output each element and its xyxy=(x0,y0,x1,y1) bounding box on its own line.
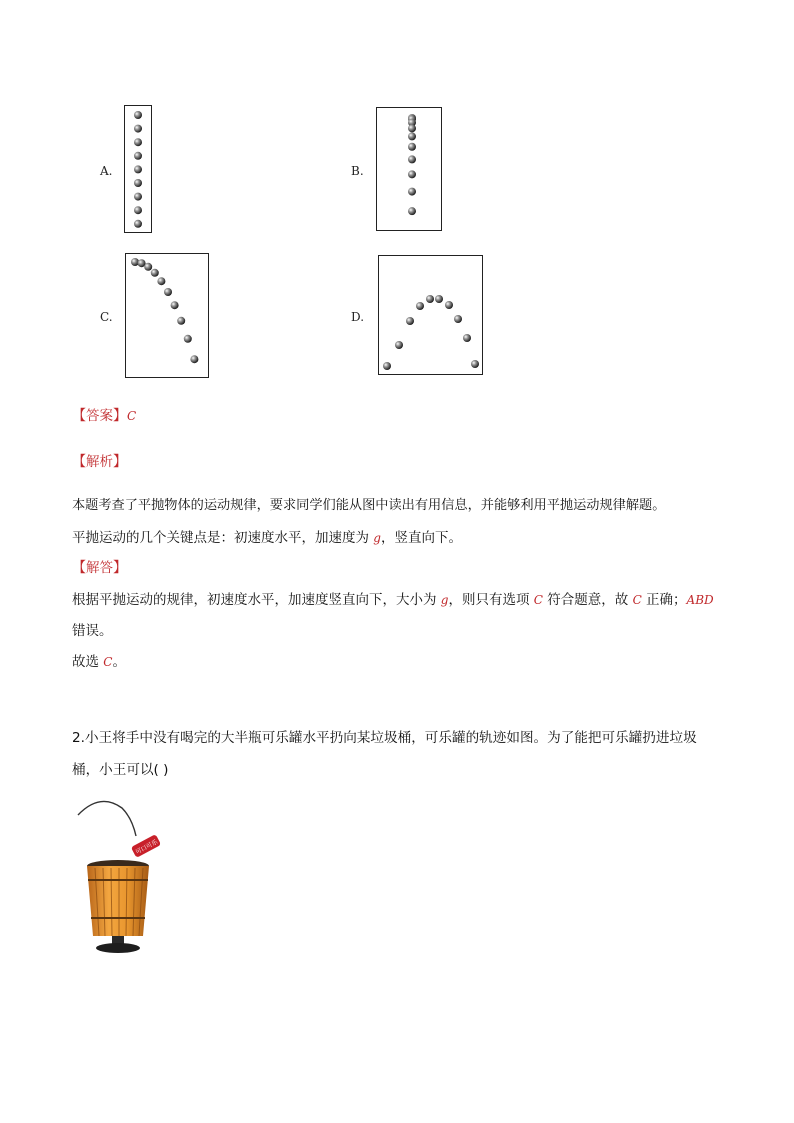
option-b-ball xyxy=(408,155,416,163)
option-d-ball xyxy=(454,315,462,323)
analysis-line-2-text-b: ，竖直向下。 xyxy=(380,530,462,546)
option-c-ball xyxy=(151,269,159,277)
analysis-g-symbol: g xyxy=(373,531,381,545)
question-2-line-1: 2.小王将手中没有喝完的大半瓶可乐罐水平扔向某垃圾桶，可乐罐的轨迹如图。为了能把可乐罐扔进垃圾 xyxy=(72,730,697,746)
solution-line-1 xyxy=(72,590,714,610)
option-b-label: B. xyxy=(351,164,364,178)
option-d-ball xyxy=(463,334,471,342)
option-c-ball xyxy=(190,355,198,363)
can-label: 可口可乐 xyxy=(134,838,159,857)
analysis-bracket-close: 】 xyxy=(113,454,127,470)
solution-options-abd: ABD xyxy=(686,593,714,607)
option-a-ball xyxy=(134,152,142,160)
option-b-ball xyxy=(408,170,416,178)
option-d-ball xyxy=(426,295,434,303)
option-c-figure xyxy=(125,253,209,378)
solution-option-c: C xyxy=(533,593,543,607)
solution-text-d: 符合题意，故 xyxy=(542,592,633,608)
option-a-ball xyxy=(134,206,142,214)
option-c-ball xyxy=(171,301,179,309)
option-a-ball xyxy=(134,179,142,187)
solution-heading-line xyxy=(72,558,127,578)
option-a-balls xyxy=(125,106,153,234)
analysis-heading-line xyxy=(72,452,127,472)
analysis-line-2 xyxy=(72,528,462,548)
option-b-ball xyxy=(408,143,416,151)
solution-text-a: 根据平抛运动的规律，初速度水平，加速度竖直向下，大小为 xyxy=(72,592,441,608)
option-a-ball xyxy=(134,111,142,119)
option-b-ball xyxy=(408,124,416,132)
option-d-ball xyxy=(471,360,479,368)
solution-bracket-open: 【 xyxy=(72,560,86,576)
option-c-ball xyxy=(184,335,192,343)
solution-line-3 xyxy=(72,652,126,672)
option-b-ball xyxy=(408,188,416,196)
solution-text-b: ，则只有选项 xyxy=(448,592,534,608)
bin-base xyxy=(96,943,140,953)
solution-heading: 解答 xyxy=(86,560,113,576)
option-a-ball xyxy=(134,125,142,133)
option-a-ball xyxy=(134,165,142,173)
option-d-balls xyxy=(379,256,484,376)
option-b-ball xyxy=(408,207,416,215)
answer-bracket-close: 】 xyxy=(113,408,127,424)
option-a-label: A. xyxy=(100,164,113,178)
option-a-ball xyxy=(134,193,142,201)
option-a-ball xyxy=(134,220,142,228)
option-b-figure xyxy=(376,107,442,231)
question-2-line-2: 桶，小王可以( ) xyxy=(72,762,169,778)
solution-line-3-b: 。 xyxy=(112,654,126,670)
solution-line-3-a: 故选 xyxy=(72,654,104,670)
trash-bin-illustration xyxy=(70,800,180,960)
option-d-ball xyxy=(445,301,453,309)
solution-g-symbol: g xyxy=(440,593,449,607)
answer-line xyxy=(72,406,136,426)
solution-text-f: 正确； xyxy=(641,592,687,608)
option-d-ball xyxy=(383,362,391,370)
option-d-ball xyxy=(416,302,424,310)
option-a-figure xyxy=(124,105,152,233)
option-b-ball xyxy=(408,132,416,140)
option-a-ball xyxy=(134,138,142,146)
analysis-bracket-open: 【 xyxy=(72,454,86,470)
option-d-ball xyxy=(395,341,403,349)
option-c-label: C. xyxy=(100,310,113,324)
option-c-balls xyxy=(126,254,210,379)
analysis-line-1: 本题考查了平抛物体的运动规律，要求同学们能从图中读出有用信息，并能够利用平抛运动规律解题。 xyxy=(72,498,666,513)
solution-option-c-2: C xyxy=(632,593,642,607)
solution-bracket-close: 】 xyxy=(113,560,127,576)
option-d-figure xyxy=(378,255,483,375)
option-d-ball xyxy=(406,317,414,325)
answer-bracket-open: 【 xyxy=(72,408,86,424)
solution-final-choice: C xyxy=(103,655,113,669)
bin-stand xyxy=(112,936,124,944)
cola-can-icon xyxy=(131,834,161,858)
trajectory-curve xyxy=(78,801,136,836)
option-d-label: D. xyxy=(351,310,365,324)
option-c-ball xyxy=(157,277,165,285)
option-c-ball xyxy=(177,317,185,325)
analysis-line-2-text-a: 平抛运动的几个关键点是：初速度水平，加速度为 xyxy=(72,530,374,546)
analysis-heading: 解析 xyxy=(86,454,113,470)
option-c-ball xyxy=(144,263,152,271)
solution-line-2: 错误。 xyxy=(72,623,113,639)
option-d-ball xyxy=(435,295,443,303)
option-c-ball xyxy=(164,288,172,296)
answer-heading: 答案 xyxy=(86,408,113,424)
answer-value: C xyxy=(127,409,137,423)
option-b-balls xyxy=(377,108,443,232)
